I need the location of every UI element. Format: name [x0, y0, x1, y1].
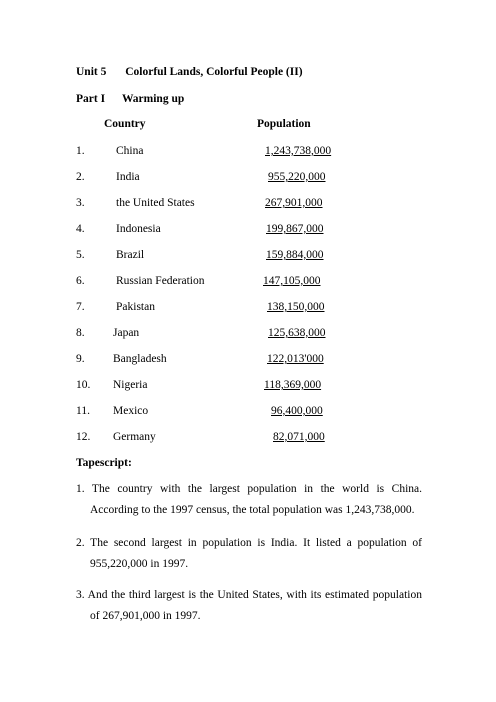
paragraph-first-line: 3. And the third largest is the United States, with its estimated population — [76, 589, 422, 601]
country-name: Indonesia — [116, 223, 161, 235]
population-column-header: Population — [257, 118, 311, 130]
country-name: Brazil — [116, 249, 145, 261]
country-name: Nigeria — [113, 379, 148, 391]
population-value: 122,013'000 — [267, 353, 324, 365]
country-name: Bangladesh — [113, 353, 167, 365]
paragraph-continuation: According to the 1997 census, the total population was 1,243,738,000. — [90, 504, 415, 516]
country-name: China — [116, 145, 144, 157]
country-column-header: Country — [104, 118, 146, 130]
population-value: 199,867,000 — [266, 223, 324, 235]
population-value: 82,071,000 — [273, 431, 325, 443]
tapescript-paragraph — [76, 533, 422, 575]
row-number: 10. — [76, 379, 91, 391]
population-value: 118,369,000 — [264, 379, 322, 391]
unit-number: Unit 5 — [76, 66, 107, 78]
country-name: Germany — [113, 431, 156, 443]
paragraph-continuation: of 267,901,000 in 1997. — [90, 610, 201, 622]
part-title: Warming up — [121, 93, 185, 105]
country-name: Pakistan — [116, 301, 155, 313]
population-value: 1,243,738,000 — [265, 145, 332, 157]
country-name: the United States — [116, 197, 195, 209]
paragraph-first-line: 2. The second largest in population is India. It listed a population of — [76, 537, 422, 549]
row-number: 9. — [76, 353, 85, 365]
tapescript-heading: Tapescript: — [76, 457, 132, 469]
paragraph-first-line: 1. The country with the largest population in the world is China. — [76, 483, 422, 495]
paragraph-continuation: 955,220,000 in 1997. — [90, 558, 189, 570]
country-name: Japan — [113, 327, 140, 339]
tapescript-paragraph — [76, 585, 422, 627]
population-value: 159,884,000 — [266, 249, 324, 261]
row-number: 2. — [76, 171, 85, 183]
part-number: Part I — [76, 93, 106, 105]
row-number: 12. — [76, 431, 91, 443]
part-heading — [76, 93, 184, 105]
unit-title: Colorful Lands, Colorful People (II) — [125, 66, 303, 78]
tapescript-paragraph — [76, 479, 422, 521]
population-value: 96,400,000 — [271, 405, 323, 417]
population-value: 267,901,000 — [265, 197, 323, 209]
population-value: 125,638,000 — [268, 327, 326, 339]
row-number: 7. — [76, 301, 85, 313]
population-value: 147,105,000 — [263, 275, 321, 287]
row-number: 8. — [76, 327, 85, 339]
country-name: India — [116, 171, 140, 183]
population-value: 138,150,000 — [267, 301, 325, 313]
row-number: 6. — [76, 275, 85, 287]
row-number: 11. — [76, 405, 90, 417]
row-number: 5. — [76, 249, 85, 261]
row-number: 3. — [76, 197, 85, 209]
country-name: Russian Federation — [116, 275, 205, 287]
row-number: 1. — [76, 145, 85, 157]
population-value: 955,220,000 — [268, 171, 326, 183]
unit-heading — [76, 66, 303, 78]
row-number: 4. — [76, 223, 85, 235]
country-name: Mexico — [113, 405, 149, 417]
